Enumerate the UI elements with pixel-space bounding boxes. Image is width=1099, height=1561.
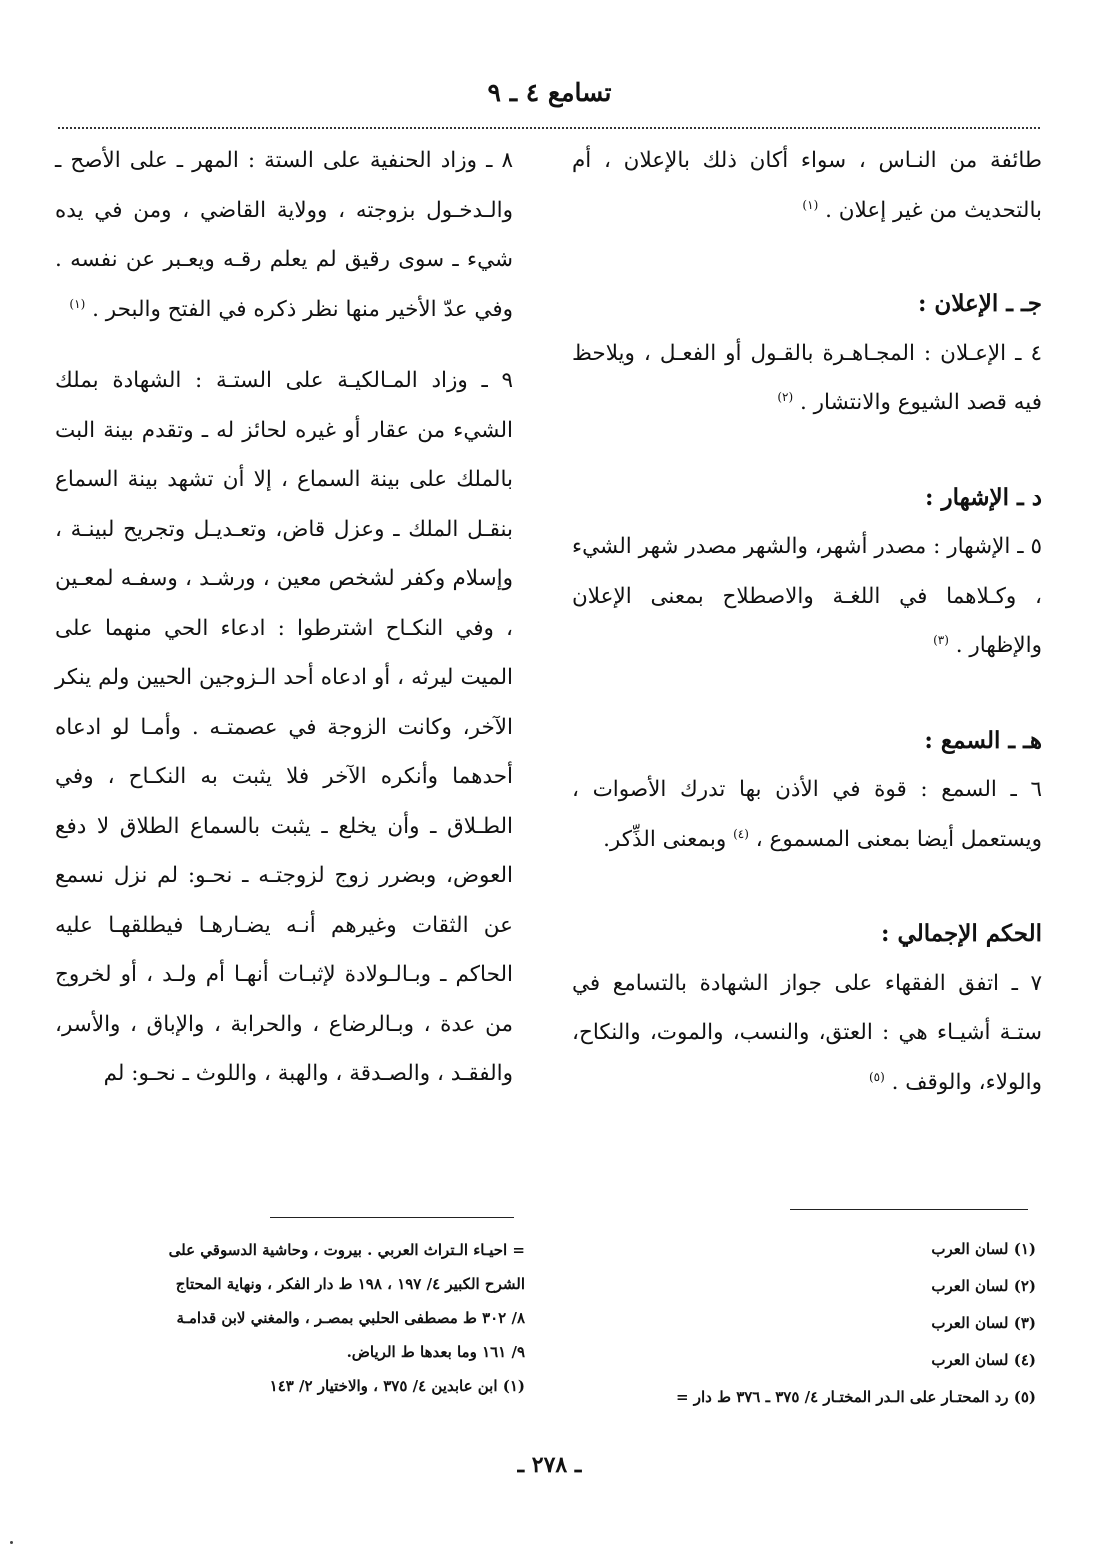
footnote-ref: (٥) <box>868 1069 885 1084</box>
section-heading-hukm: الحكم الإجمالي : <box>881 920 1042 947</box>
footnote: (١) ابن عابدين ٤/ ٣٧٥ ، والاختيار ٢/ ١٤٣ <box>269 1377 525 1395</box>
footnote: (٢) لسان العرب <box>931 1277 1036 1295</box>
footnote-ref: (١) <box>69 296 86 311</box>
footnote: ٨/ ٣٠٢ ط مصطفى الحلبي بمصـر ، والمغني لابن قدامـة <box>176 1309 525 1327</box>
footnote-divider-left <box>270 1217 514 1218</box>
paragraph-8: ٨ ـ وزاد الحنفية على الستة : المهر ـ على الأصح ـ والـدخـول بزوجته ، وولاية القاضي ، ومن في يده شيء ـ سوى رقيق لم يعلم رقـه ويعـبر عن نفسه . وفي عدّ الأخير منها نظر ذكره في الفتح والبحر . $^{(١)}$ <box>55 148 513 322</box>
section-heading-ishhar: د ـ الإشهار : <box>925 483 1042 511</box>
footnote: (٤) لسان العرب <box>931 1351 1036 1369</box>
section-heading-sama: هـ ـ السمع : <box>924 726 1042 754</box>
footnote-ref: (٣) <box>933 632 949 647</box>
paragraph-9: ٩ ـ وزاد المـالكيـة على الستـة : الشهادة بملك الشيء من عقار أو غيره لحائز له ـ وتقدم بينة البت بالملك على بينة السماع ، إلا أن تشهد بينة السماع بنقـل الملك ـ وعزل قاض، وتعـديـل وتجريح لبينـة ، وإسلام وكفر لشخص معين ، ورشـد ، وسفـه لمعـين ، وفي النكـاح اشترطوا : ادعاء الحي منهما على الميت ليرثه ، أو ادعاه أحد الـزوجين الحيين ولم ينكر الآخر، وكانت الزوجة في عصمتـه . وأمـا لو ادعاه أحدهما وأنكره الآخر فلا يثبت به النكـاح ، وفي الطـلاق ـ وأن يخلع ـ يثبت بالسماع الطلاق لا دفع العوض، وبضرر زوج لزوجتـه ـ نحـو: لم نزل نسمع عن الثقات وغيرهم أنـه يضـارهـا فيطلقهـا عليه الحاكم ـ وبـالـولادة لإثبـات أنهـا أم ولـد ، أو لخروج من عدة ، وبـالرضاع ، والحرابة ، والإباق ، والأسر، والفقـد ، والصـدقة ، والهبة ، واللوث ـ نحـو: لم <box>55 368 513 1086</box>
section-text-ilan: ٤ ـ الإعـلان : المجـاهـرة بالقـول أو الفعـل ، ويلاحظ فيه قصد الشيوع والانتشار . $^{(٢)}$ <box>572 340 1042 415</box>
footnote: ٩/ ١٦١ وما بعدها ط الرياض. <box>346 1343 525 1361</box>
intro-paragraph: طائفة من النـاس ، سواء أكان ذلك بالإعلان ، أم بالتحديث من غير إعلان . $^{(١)}$ <box>572 148 1042 223</box>
footnote-ref: (٤) <box>733 826 749 841</box>
footnote: (٥) رد المحتـار على الـدر المختـار ٤/ ٣٧٥ ـ ٣٧٦ ط دار = <box>675 1388 1036 1406</box>
section-text-hukm: ٧ ـ اتفق الفقهاء على جواز الشهادة بالتسامع في ستـة أشيـاء هي : العتق، والنسب، والموت، والنكاح، والولاء، والوقف . $^{(٥)}$ <box>572 970 1042 1095</box>
footnote-divider-right <box>790 1209 1028 1210</box>
running-header: تسامع ٤ ـ ٩ <box>487 78 612 107</box>
section-heading-ilan: جـ ـ الإعلان : <box>917 290 1042 317</box>
header-divider <box>58 127 1040 129</box>
footnotes-right <box>560 1231 1036 1416</box>
footnote: الشرح الكبير ٤/ ١٩٧ ، ١٩٨ ط دار الفكر ، ونهاية المحتاج <box>175 1275 525 1293</box>
footnote-ref: (١) <box>802 197 819 212</box>
section-text-ishhar: ٥ ـ الإشهار : مصدر أشهر، والشهر مصدر شهر الشيء ، وكـلاهما في اللغـة والاصطلاح بمعنى الإعلان والإظهار . $^{(٣)}$ <box>572 534 1042 658</box>
scan-mark <box>10 1541 13 1544</box>
footnote: (٣) لسان العرب <box>931 1314 1036 1332</box>
section-text-sama: ٦ ـ السمع : قوة في الأذن بها تدرك الأصوات ، ويستعمل أيضا بمعنى المسموع ، $^{(٤)}$ وبمعنى الذِّكر. <box>572 777 1042 852</box>
right-column <box>572 136 1042 1107</box>
footnote-ref: (٢) <box>777 389 794 404</box>
page-number: ـ ٢٧٨ ـ <box>517 1452 582 1478</box>
footnotes-left <box>55 1233 525 1403</box>
left-column <box>55 136 513 1099</box>
footnote: (١) لسان العرب <box>931 1240 1036 1258</box>
footnote: = احيـاء الـتراث العربي . بيروت ، وحاشية الدسوقي على <box>168 1241 525 1259</box>
